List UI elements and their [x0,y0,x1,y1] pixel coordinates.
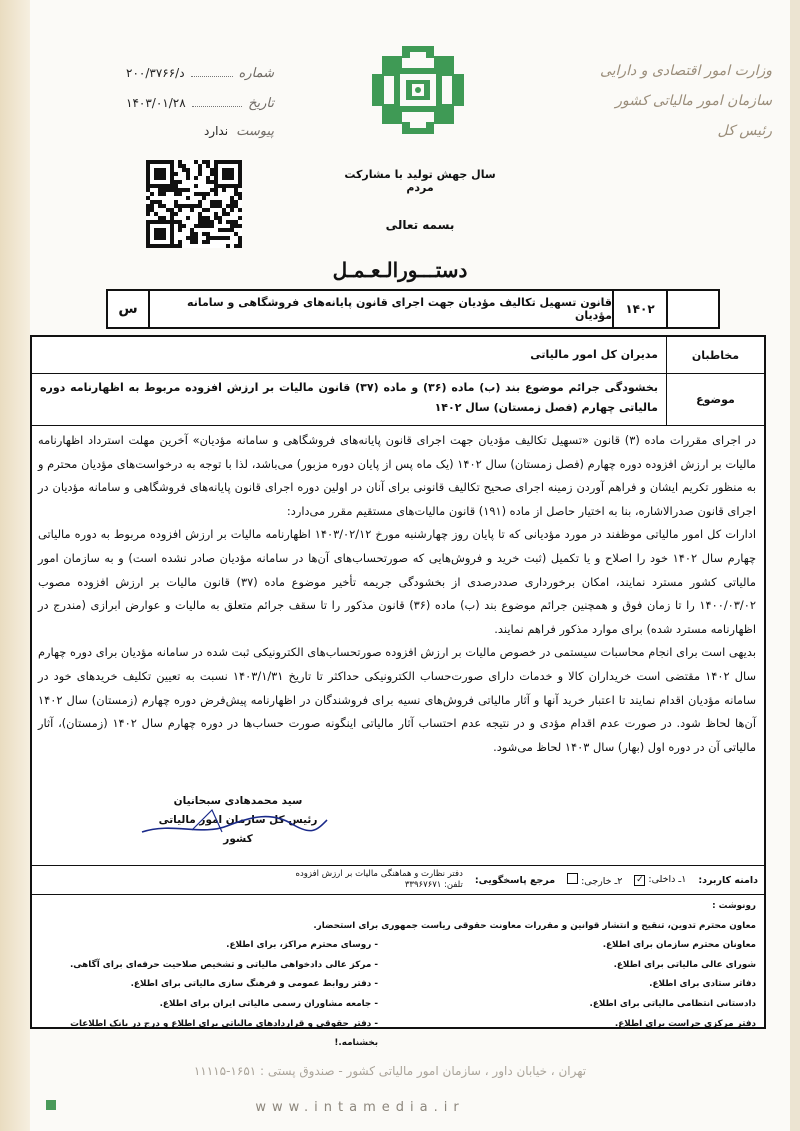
directive-title-bar [106,289,720,329]
directive-body-box [30,335,766,1049]
scope-label: دامنه کاربرد: [698,874,758,886]
directive-year: ۱۴۰۲ [612,291,666,327]
cc-line-5a: دادستانی انتظامی مالیاتی برای اطلاع. [589,998,756,1009]
tax-organization-logo [372,46,464,134]
addressee-value: مدیران کل امور مالیاتی [530,348,658,361]
cc-title: رونوشت : [712,901,756,911]
scope-external [561,873,628,887]
addressee-row [32,337,764,374]
paragraph-1: در اجرای مقررات ماده (۳) قانون «تسهیل تکالیف مؤدیان جهت اجرای قانون پایانه‌های فروشگاهی و سامانه مؤدیان» آخرین مهلت استرداد اظهارنامه مالیات بر ارزش افزوده دوره چهارم (فصل زمستان) سال ۱۴۰۲ (یک ماه پس از پایان دوره مزبور) می‌باشد، لذا با توجه به درخواست‌های مؤدیان محترم و به منظور تکریم ایشان و فراهم آوردن زمینه اجرای صحیح تکالیف قانونی برای آنان در اولین دوره اجرای قانون پایانه‌های فروشگاهی و سامانه مؤدیان در اجرای قانون صدرالاشاره، بنا به اختیار حاصل از ماده (۱۹۱) قانون مالیات‌های مستقیم مقرر می‌دارد: [38,433,756,518]
cc-line-3 [38,956,756,976]
internal-label: ۱ـ داخلی: [648,874,687,885]
cc-line-2a: معاونان محترم سازمان برای اطلاع. [602,940,756,951]
footer-website[interactable]: www.intamedia.ir [255,1100,465,1115]
paper-edge-right [790,0,800,1131]
external-label: ۲ـ خارجی: [581,876,623,887]
responder-info [32,869,469,891]
title-bar-blank-cell [666,291,718,327]
signatory-title: رئیس کل سازمان امور مالیاتی کشور [158,814,318,845]
cc-line-5 [38,995,756,1015]
letter-number-row [126,66,274,81]
checkbox-checked-icon[interactable]: ✓ [636,875,644,885]
subject-label: موضوع [666,374,764,425]
directive-text [38,429,756,759]
cc-list [38,897,756,1054]
letter-attachment-value: ندارد [203,124,229,138]
footer-marker-icon [46,1100,56,1110]
cc-line-1: معاون محترم تدوین، تنقیح و انتشار قوانین و مقررات معاونت حقوقی ریاست جمهوری برای استحضار. [313,920,756,931]
letter-date-label: تاریخ [248,96,274,111]
handwritten-signature [132,802,332,842]
footer-address: تهران ، خیابان داور ، سازمان امور مالیاتی کشور - صندوق پستی : ۱۶۵۱-۱۱۱۱۵ [193,1064,587,1078]
dotted-line [192,106,242,107]
letter-date-row [126,96,274,111]
letter-date-value: ۱۴۰۳/۰۱/۲۸ [126,96,186,110]
letter-number-label: شماره [238,66,274,81]
checkbox-empty-icon[interactable] [567,873,578,884]
paper-edge-left [0,0,30,1131]
responder-phone: تلفن: ۳۳۹۶۷۶۷۱ [404,880,463,890]
cc-line-4 [38,975,756,995]
ministry-line-2: سازمان امور مالیاتی کشور [615,93,772,109]
signatory-name: سید محمدهادی سبحانیان [173,795,303,807]
cc-line-3b: - مرکز عالی دادخواهی مالیاتی و تشخیص صلاحیت حرفه‌ای برای آگاهی. [69,959,378,970]
cc-line-2 [38,936,756,956]
cc-line-3a: شورای عالی مالیاتی برای اطلاع. [613,959,756,970]
ministry-line-3: رئیس کل [717,123,772,139]
letter-attachment-row [126,124,274,139]
document-title: دستـــورالـعـمـل [332,258,468,282]
ministry-letterhead [552,56,772,146]
responder-label: مرجع پاسخگویی: [474,874,556,886]
cc-line-6b: - دفتر حقوقی و قراردادهای مالیاتی برای اطلاع و درج در بانک اطلاعات بخشنامه.! [70,1018,378,1049]
distribution-row [32,865,764,895]
cc-line-5b: - جامعه مشاوران رسمی مالیاتی ایران برای اطلاع. [159,998,378,1009]
directive-code: س [118,301,138,317]
cc-line-4b: - دفتر روابط عمومی و فرهنگ سازی مالیاتی برای اطلاع. [130,979,378,990]
year-slogan: سال جهش تولید با مشارکت مردم [344,168,496,194]
addressee-label: مخاطبان [666,337,764,373]
subject-value: بخشودگی جرائم موضوع بند (ب) ماده (۳۶) و ماده (۳۷) قانون مالیات بر ارزش افزوده مربوط به اظهارنامه دوره مالیاتی چهارم (فصل زمستان) سال ۱۴۰۲ [40,381,658,414]
letter-number-value: د/۲۰۰/۳۷۶۶ [126,66,185,80]
scope-internal [628,874,692,886]
letter-attachment-label: پیوست [236,124,274,139]
subject-row [32,374,764,426]
dotted-line [191,76,233,77]
cc-line-6a: دفتر مرکزی حراست برای اطلاع. [614,1018,756,1029]
ministry-line-1: وزارت امور اقتصادی و دارایی [599,63,772,79]
responder-value: دفتر نظارت و هماهنگی مالیات بر ارزش افزوده [295,869,463,879]
paragraph-3: بدیهی است برای انجام محاسبات سیستمی در خصوص مالیات بر ارزش افزوده صورتحساب‌های الکترونیکی ثبت شده در سامانه مؤدیان برای دوره چهارم سال ۱۴۰۲ مقتضی است خریداران کالا و خدمات دارای صورت‌حساب الکترونیکی حداکثر تا تاریخ ۱۴۰۳/۱/۳۱ نسبت به تعیین تکلیف خریدهای خود در سامانه مؤدیان اقدام نمایند تا اعتبار خرید آنها و آثار مالیاتی فروش‌های نسیه برای فروشندگان در اظهارنامه پیش‌فرض دوره چهارم (زمستان) سال ۱۴۰۲ آن‌ها لحاظ شود. در صورت عدم اقدام مؤدی و در نتیجه عدم احتساب آثار مالیاتی اینگونه صورت حساب‌ها در دوره چهارم سال ۱۴۰۲ (زمستان)، آثار مالیاتی آن در دوره اول (بهار) سال ۱۴۰۳ لحاظ می‌شود. [38,645,756,754]
paragraph-2: ادارات کل امور مالیاتی موظفند در مورد مؤدیانی که تا پایان روز چهارشنبه مورخ ۱۴۰۳/۰۲/۱۲ اظهارنامه مالیات بر ارزش افزوده مربوط به دوره مالیاتی چهارم سال ۱۴۰۲ خود را اصلاح و یا تکمیل (ثبت خرید و فروش‌هایی که صورتحساب‌های آن‌ها در سامانه مؤدیان صادر نشده است) و به سازمان امور مالیاتی کشور مسترد نمایند، امکان برخورداری صددرصدی از بخشودگی جریمه تأخیر موضوع ماده (۳۷) قانون مالیات بر ارزش افزوده مصوب ۱۴۰۰/۰۳/۰۲ را تا زمان فوق و همچنین جرائم موضوع بند (ب) ماده (۳۶) قانون مذکور را تا سقف جرائم متعلق به مالیات و عوارض ابرازی (مندرج در اظهارنامه مسترد شده) برای موارد مذکور فراهم نمایند. [38,527,756,636]
qr-code [146,160,242,248]
bismillah-heading: بسمه تعالی [385,218,455,232]
cc-line-4a: دفاتر ستادی برای اطلاع. [649,979,756,990]
cc-line-6 [38,1015,756,1054]
directive-subject: قانون تسهیل تکالیف مؤدیان جهت اجرای قانون پایانه‌های فروشگاهی و سامانه مؤدیان [148,291,612,327]
cc-line-2b: - روسای محترم مراکز، برای اطلاع. [226,940,378,951]
